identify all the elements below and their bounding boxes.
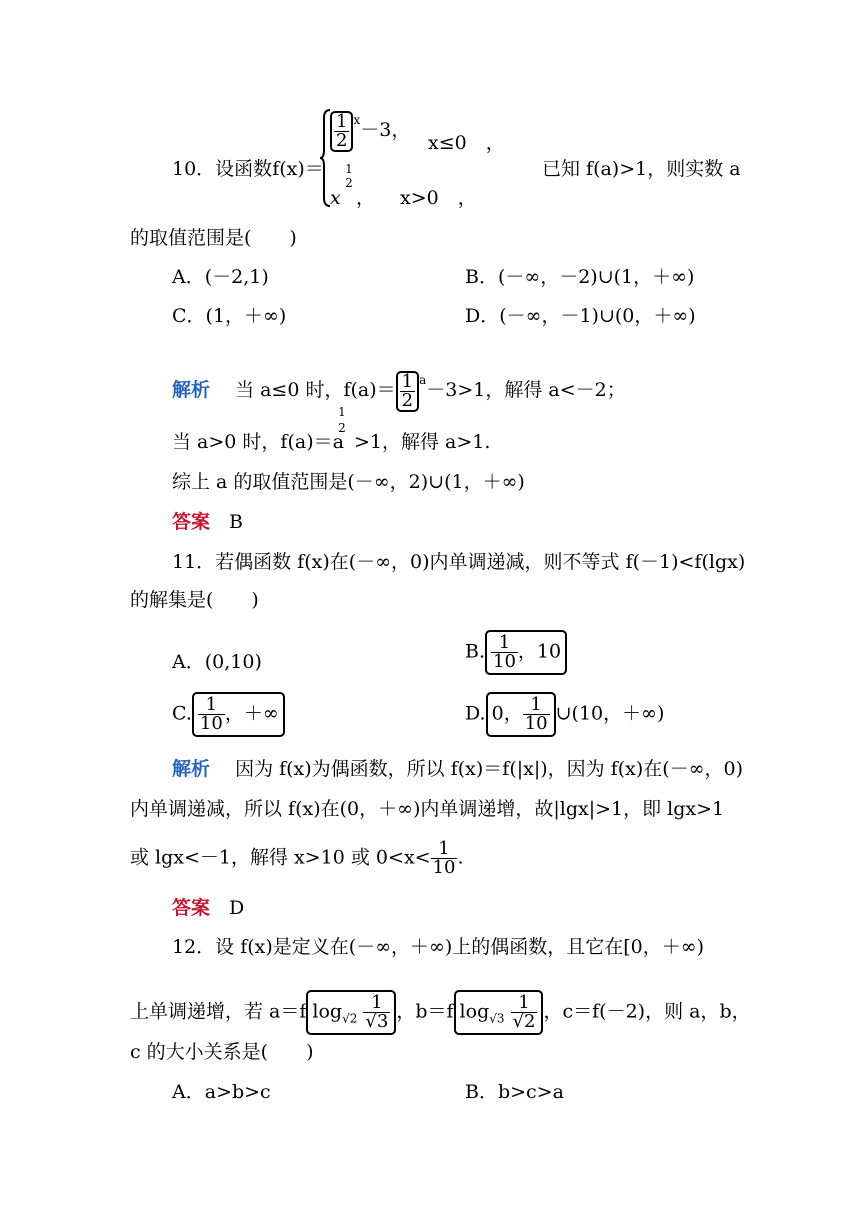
frac-num: 1 [363,994,390,1013]
piece-1 [330,108,410,152]
q11-paren [192,692,285,737]
answer-value: B [229,511,243,533]
option-rest: ，＋∞ [224,702,279,725]
exp-den: 2 [345,176,353,190]
frac-num: 1 [431,840,458,859]
frac-den: 10 [432,857,456,878]
q10-stem-left [172,157,324,181]
frac-den: √3 [365,1011,389,1032]
exp-num: 1 [345,162,353,176]
option-b [465,630,567,675]
piece-2-base: x [330,187,341,209]
option-rest: ∪(10，＋∞) [555,702,665,725]
q10-paren [396,371,419,412]
frac-num: 1 [336,110,348,132]
q11-jiexi-line2: 内单调递减，所以 f(x)在(0，＋∞)内单调递增，故|lgx|>1，即 lgx>1 [130,798,725,820]
frac-den: √2 [512,1011,536,1032]
piece-2-comma: ， [356,187,376,209]
exp-num: 1 [338,405,346,419]
piece-1-cond: x≤0 ， [428,132,505,154]
q10-jiexi-line1 [172,368,626,412]
log-base: √3 [489,1011,505,1026]
q11-stem-line2: 的解集是( ) [130,589,259,611]
answer-label: 答案 [172,897,211,919]
q10-jiexi-line2 [172,430,344,454]
q11-answer [172,896,244,920]
jiexi-text: 或 lgx<－1，解得 x>10 或 0<x< [130,846,431,869]
jiexi-text: 当 a>0 时，f(a)＝a [172,431,344,453]
frac-num: 1 [198,696,225,715]
frac-num: 1 [491,634,518,653]
jiexi-text: . [457,846,464,869]
frac-num: 1 [401,370,414,392]
stem-text: ，c＝f(－2)，则 a，b， [543,1000,751,1023]
q10-stem-right: 已知 f(a)>1，则实数 a [542,158,741,180]
log-base: √2 [342,1011,358,1026]
log-text: log [312,1000,343,1023]
answer-value: D [229,897,245,919]
answer-label: 答案 [172,511,211,533]
option-prefix: C. [172,702,192,725]
option-a: A．(0,10) [172,651,262,673]
option-a: A．(－2,1) [172,266,269,288]
stem-text: ，b＝f [396,1000,454,1023]
stem-text: 上单调递增，若 a＝f [130,1000,307,1023]
piece-2-exponent [344,162,354,190]
q12-stem-line3: c 的大小关系是( ) [130,1041,314,1063]
q12-stem-line1: 12．设 f(x)是定义在(－∞，＋∞)上的偶函数，且它在[0，＋∞) [172,936,705,958]
jiexi-text: －3>1，解得 a<－2； [426,379,626,401]
q11-paren [485,630,567,675]
q11-paren [486,692,556,737]
option-c: C．(1，＋∞) [172,305,287,327]
frac-den: 10 [199,713,223,734]
option-d [465,692,664,737]
option-a: A．a>b>c [172,1081,271,1103]
option-b: B．b>c>a [465,1081,564,1103]
q11-jiexi-line1 [172,757,743,781]
q10-stem-line2: 的取值范围是( ) [130,227,297,249]
option-d: D．(－∞，－1)∪(0，＋∞) [465,305,696,327]
q10-answer [172,510,243,534]
log-paren-1 [306,990,396,1035]
q10-jiexi-exponent [336,404,348,436]
exponent: a [419,373,427,387]
exponent: x [353,113,361,127]
frac-den: 10 [524,713,548,734]
option-b: B．(－∞，－2)∪(1，＋∞) [465,266,695,288]
option-rest: ，10 [517,640,562,663]
option-prefix: B. [465,640,486,663]
q10-jiexi-line3: 综上 a 的取值范围是(－∞，2)∪(1，＋∞) [172,471,525,493]
option-c [172,692,285,737]
q11-jiexi-line3 [130,840,464,877]
option-text: 0， [491,702,523,725]
q10-jiexi-line2-rest: >1，解得 a>1. [354,431,491,453]
piece-1-rest: －3， [360,119,411,141]
log-text: log [459,1000,490,1023]
exp-den: 2 [338,421,346,435]
q10-stem-text: 10．设函数 [172,158,273,180]
option-prefix: D. [465,702,486,725]
frac-num: 1 [523,696,550,715]
piece-2 [330,186,341,210]
piecewise-brace [320,108,330,208]
q10-paren [330,111,353,152]
q10-fx: f(x)＝ [272,158,324,180]
log-paren-2 [454,990,544,1035]
frac-num: 1 [511,994,538,1013]
q12-stem-line2 [130,990,751,1035]
jiexi-label: 解析 [172,758,211,780]
piece-2-cond: x>0 ， [400,187,477,209]
jiexi-text: 当 a≤0 时，f(a)＝ [235,379,396,401]
jiexi-label: 解析 [172,379,211,401]
frac-den: 2 [401,389,414,411]
q11-stem-line1: 11．若偶函数 f(x)在(－∞，0)内单调递减，则不等式 f(－1)<f(lgx) [172,551,746,573]
frac-den: 10 [493,651,516,672]
jiexi-text: 因为 f(x)为偶函数，所以 f(x)＝f(|x|)，因为 f(x)在(－∞，0) [235,758,744,780]
frac-den: 2 [336,129,348,151]
